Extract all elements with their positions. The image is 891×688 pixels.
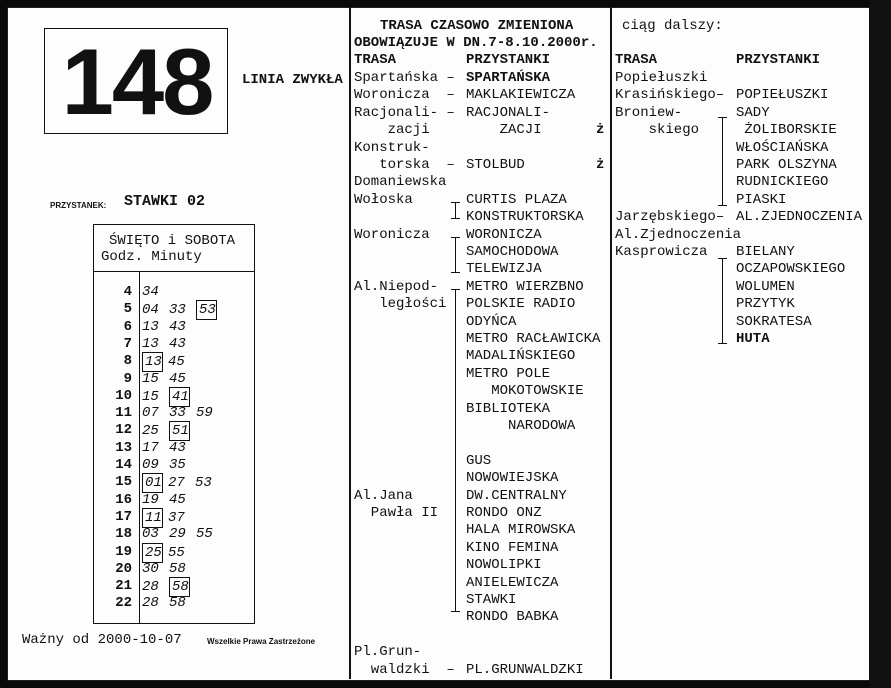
hour: 9 (123, 370, 132, 387)
stop-label: PRZYSTANEK: (50, 201, 107, 210)
route-street: ległości (354, 296, 447, 313)
minute: 17 (142, 439, 159, 456)
stop-name-item: NOWOWIEJSKA (466, 470, 559, 487)
stop-name-item: WOLUMEN (736, 278, 795, 295)
route-connector (455, 202, 456, 218)
minutes (142, 439, 196, 457)
route-street: Jarzębskiego– (615, 209, 733, 226)
minute: 07 (142, 405, 159, 422)
stop-name-item: ZACJI (466, 122, 542, 139)
hour: 16 (115, 491, 132, 508)
minute: 55 (168, 544, 185, 561)
stop-name-item: SOKRATESA (736, 313, 812, 330)
route-street: Krasińskiego– (615, 87, 733, 104)
hour: 22 (115, 595, 132, 612)
stop-name-item: SADY (736, 104, 770, 121)
request-stop-mark: ż (596, 122, 605, 139)
stop-name-item: GUS (466, 452, 492, 469)
stop-name-item: ODYŃCA (466, 313, 517, 330)
stop-name-item: RONDO BABKA (466, 609, 559, 626)
minutes (142, 404, 223, 422)
minute: 59 (196, 405, 213, 422)
column-divider-2 (610, 7, 612, 679)
route-connector (455, 237, 456, 272)
minute: 35 (169, 457, 186, 473)
minute: 37 (168, 509, 185, 526)
route-street: Racjonali- – (354, 104, 464, 121)
route-connector (722, 258, 723, 343)
line-number-box (44, 28, 228, 134)
stop-name-item: SAMOCHODOWA (466, 244, 559, 260)
route-street: Pawła II (354, 505, 439, 521)
day-type: ŚWIĘTO i SOBOTA (109, 233, 236, 249)
minute: 30 (142, 560, 159, 577)
route-connector (722, 117, 723, 205)
route-street: Wołoska (354, 191, 413, 208)
minute-marked: 11 (142, 508, 163, 528)
stop-name-item: PARK OLSZYNA (736, 157, 837, 173)
minute-marked: 41 (169, 387, 190, 407)
stop-name-item: WORONICZA (466, 226, 542, 243)
stop-name-item: METRO WIERZBNO (466, 278, 584, 295)
stop-name-item: PL.GRUNWALDZKI (466, 661, 584, 678)
stop-name-item: POLSKIE RADIO (466, 296, 576, 313)
stop-name-item: RONDO ONZ (466, 505, 542, 521)
route-connector-tick (718, 258, 727, 259)
stop-name-item: HUTA (736, 331, 770, 347)
stop-name-item: AL.ZJEDNOCZENIA (736, 209, 863, 226)
route-street: Woronicza – (354, 87, 464, 104)
stop-name-item: KONSTRUKTORSKA (466, 209, 584, 226)
minute: 13 (142, 318, 159, 335)
minute: 58 (169, 595, 186, 612)
minutes (142, 491, 196, 509)
stop-name-item: MOKOTOWSKIE (466, 383, 584, 400)
stop-name-item: POPIEŁUSZKI (736, 87, 829, 104)
line-type: LINIA ZWYKŁA (242, 72, 343, 88)
minute: 25 (142, 423, 159, 440)
departure-table (93, 224, 255, 624)
hour: 18 (115, 526, 132, 543)
route-connector-tick (451, 611, 460, 612)
hour: 21 (115, 578, 132, 595)
minute: 27 (168, 475, 185, 492)
stop-name-item: RACJONALI- (466, 104, 551, 121)
route-connector (455, 289, 456, 611)
departure-table-header (94, 225, 254, 272)
route-street: Popiełuszki (615, 70, 708, 86)
stop-name-item: METRO POLE (466, 365, 551, 382)
route-change-dates: OBOWIĄZUJE W DN.7-8.10.2000r. (354, 35, 598, 51)
hour: 15 (115, 474, 132, 491)
route-street: Broniew- (615, 104, 683, 121)
minute: 55 (196, 526, 213, 543)
stop-name-item: WŁOŚCIAŃSKA (736, 139, 829, 156)
stop-name-item: PRZYTYK (736, 296, 795, 313)
minute: 33 (169, 405, 186, 422)
stop-name-item: STAWKI (466, 592, 517, 608)
minute: 13 (142, 335, 159, 352)
hour: 13 (115, 439, 132, 456)
minute: 09 (142, 457, 159, 473)
route-street: Al.Niepod- (354, 278, 439, 295)
minutes (142, 594, 196, 612)
minute-marked: 53 (196, 300, 217, 320)
continued-title: ciąg dalszy: (622, 18, 723, 34)
minute: 28 (142, 595, 159, 612)
minutes (142, 456, 196, 474)
stop-name-item: BIBLIOTEKA (466, 400, 551, 417)
stop-name-item: RUDNICKIEGO (736, 174, 829, 191)
route-street: zacji (354, 122, 464, 139)
route-street: waldzki – (354, 661, 464, 678)
stop-name-item: ANIELEWICZA (466, 574, 559, 591)
minute: 19 (142, 491, 159, 508)
minute: 15 (142, 370, 159, 387)
stop-name-item: SPARTAŃSKA (466, 70, 551, 86)
stop-name-item: MADALIŃSKIEGO (466, 348, 576, 365)
route-street: torska – (354, 157, 464, 173)
stop-name-item: DW.CENTRALNY (466, 487, 567, 504)
scan-border (869, 0, 891, 688)
hour-minute-separator (139, 271, 140, 623)
route-street: skiego (615, 122, 700, 139)
minute: 45 (168, 354, 185, 371)
route-street: Al.Zjednoczenia (615, 226, 742, 243)
stop-name-item: PIASKI (736, 191, 787, 208)
hour: 4 (123, 284, 132, 300)
hour: 7 (123, 335, 132, 352)
column-headers: Godz. Minuty (101, 249, 202, 265)
hour: 11 (115, 405, 132, 422)
route-street: Konstruk- (354, 139, 430, 156)
minute: 53 (195, 475, 212, 492)
stop-name-item: BIELANY (736, 244, 795, 260)
route-connector-tick (718, 343, 727, 344)
hour: 20 (115, 560, 132, 577)
minute: 33 (169, 302, 186, 319)
hour: 10 (115, 387, 132, 404)
stop-name-item: KINO FEMINA (466, 539, 559, 556)
route-header-right: TRASA (615, 52, 658, 68)
minute: 15 (142, 388, 159, 405)
stop-name-item: CURTIS PLAZA (466, 191, 567, 208)
minute: 45 (169, 370, 186, 387)
minute: 04 (142, 302, 159, 319)
stop-name-item: METRO RACŁAWICKA (466, 331, 601, 347)
route-street: Woronicza (354, 226, 430, 243)
rights-notice: Wszelkie Prawa Zastrzeżone (207, 637, 316, 646)
stop-name-item: MAKLAKIEWICZA (466, 87, 576, 104)
route-connector-tick (718, 117, 727, 118)
minute: 29 (169, 526, 186, 543)
route-change-title: TRASA CZASOWO ZMIENIONA (380, 18, 574, 34)
stop-name-item: TELEWIZJA (466, 261, 542, 278)
route-street: Domaniewska (354, 174, 447, 191)
minute: 43 (169, 439, 186, 456)
column-divider-1 (349, 7, 351, 679)
stop-name-item: HALA MIROWSKA (466, 522, 576, 539)
minutes (142, 318, 196, 336)
stops-header: PRZYSTANKI (466, 52, 551, 68)
minute: 58 (169, 560, 186, 577)
hour: 8 (123, 353, 132, 370)
stop-name: STAWKI 02 (124, 193, 206, 210)
minute-marked: 01 (142, 473, 163, 493)
minute: 43 (169, 335, 186, 352)
minutes (142, 335, 196, 353)
minute-marked: 25 (142, 543, 163, 563)
stop-name-item: NOWOLIPKI (466, 557, 542, 574)
hour: 6 (123, 318, 132, 335)
hour: 17 (115, 508, 132, 525)
request-stop-mark: ż (596, 157, 605, 173)
minute-marked: 51 (169, 421, 190, 441)
minutes (142, 525, 223, 543)
route-connector-tick (451, 237, 460, 238)
hour: 19 (115, 543, 132, 560)
route-connector-tick (451, 289, 460, 290)
route-connector-tick (451, 218, 460, 219)
route-connector-tick (451, 202, 460, 203)
minute: 28 (142, 579, 159, 596)
valid-from: Ważny od 2000-10-07 (22, 632, 182, 648)
route-street: Spartańska – (354, 70, 464, 86)
route-street: Al.Jana (354, 487, 413, 504)
minute-marked: 58 (169, 577, 190, 597)
hour: 5 (123, 301, 132, 318)
minute: 45 (169, 491, 186, 508)
minute: 34 (142, 284, 159, 300)
route-connector-tick (451, 272, 460, 273)
stop-name-item: ŻOLIBORSKIE (736, 122, 837, 139)
stop-name-item: OCZAPOWSKIEGO (736, 261, 846, 278)
hour: 14 (115, 457, 132, 473)
minutes (142, 283, 169, 301)
stop-name-item: STOLBUD (466, 157, 525, 173)
minutes (142, 370, 196, 388)
route-connector-tick (718, 205, 727, 206)
minute: 03 (142, 526, 159, 543)
minute: 43 (169, 318, 186, 335)
route-street: Pl.Grun- (354, 644, 422, 661)
hour: 12 (115, 422, 132, 439)
route-street: Kasprowicza (615, 244, 708, 260)
minutes (142, 560, 196, 578)
line-number: 148 (61, 29, 213, 134)
route-header: TRASA (354, 52, 397, 68)
stops-header-right: PRZYSTANKI (736, 52, 821, 68)
stop-name-item: NARODOWA (466, 418, 576, 434)
minute-marked: 13 (142, 352, 163, 372)
